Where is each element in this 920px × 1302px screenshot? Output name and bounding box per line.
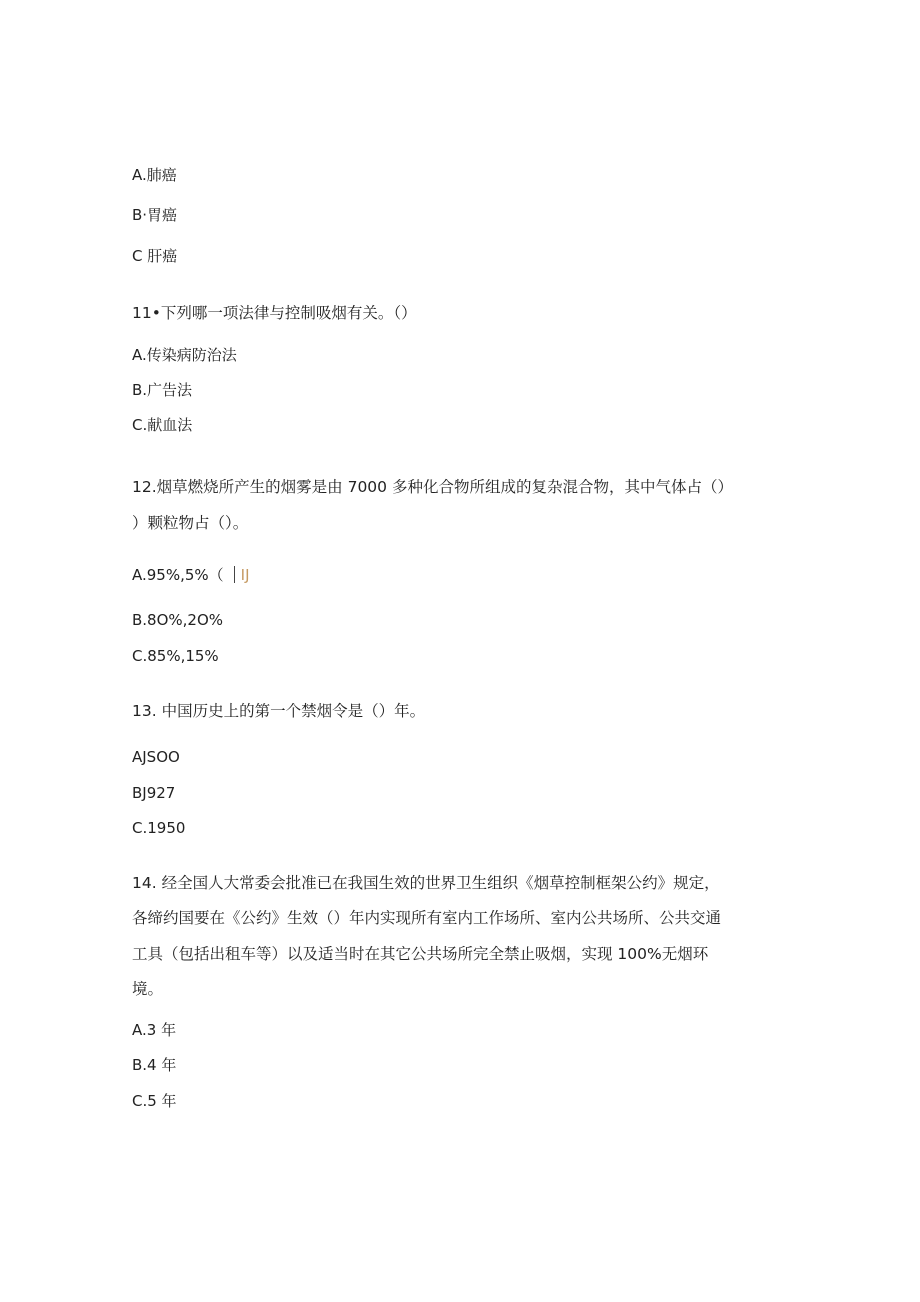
- q11-question: 11•下列哪一项法律与控制吸烟有关。（）: [132, 304, 417, 322]
- q13-question: 13. 中国历史上的第一个禁烟令是（）年。: [132, 702, 426, 720]
- q10-option-c: C 肝癌: [132, 247, 178, 265]
- q14-question-line2: 各缔约国要在《公约》生效（）年内实现所有室内工作场所、室内公共场所、公共交通: [132, 909, 722, 927]
- q12-option-a: [132, 565, 250, 585]
- q12-option-a-text: A.95%,5%（: [132, 566, 224, 584]
- q12-question-line2: ）颗粒物占（）。: [132, 514, 249, 532]
- q11-option-a: A.传染病防治法: [132, 346, 237, 364]
- q14-option-b: B.4 年: [132, 1056, 177, 1074]
- q14-question-line3: 工具（包括出租车等）以及适当时在其它公共场所完全禁止吸烟，实现 100%无烟环: [132, 945, 709, 963]
- q13-option-a: AJSOO: [132, 748, 180, 766]
- q12-option-c: C.85%,15%: [132, 647, 219, 665]
- q12-option-a-mark: IJ: [240, 566, 250, 584]
- q14-question-line1: 14. 经全国人大常委会批准已在我国生效的世界卫生组织《烟草控制框架公约》规定，: [132, 874, 720, 892]
- q14-question-line4: 境。: [132, 980, 164, 998]
- q12-option-b: B.8O%,2O%: [132, 611, 224, 629]
- q14-option-c: C.5 年: [132, 1092, 177, 1110]
- q13-option-c: C.1950: [132, 819, 186, 837]
- q13-option-b: BJ927: [132, 784, 176, 802]
- cursor-bar: [234, 566, 235, 583]
- q11-option-b: B.广告法: [132, 381, 193, 399]
- q10-option-b: B·胃癌: [132, 206, 178, 224]
- q11-option-c: C.献血法: [132, 416, 193, 434]
- q10-option-a: A.肺癌: [132, 166, 177, 184]
- q14-option-a: A.3 年: [132, 1021, 177, 1039]
- q12-question-line1: 12.烟草燃烧所产生的烟雾是由 7000 多种化合物所组成的复杂混合物，其中气体占（）: [132, 478, 733, 496]
